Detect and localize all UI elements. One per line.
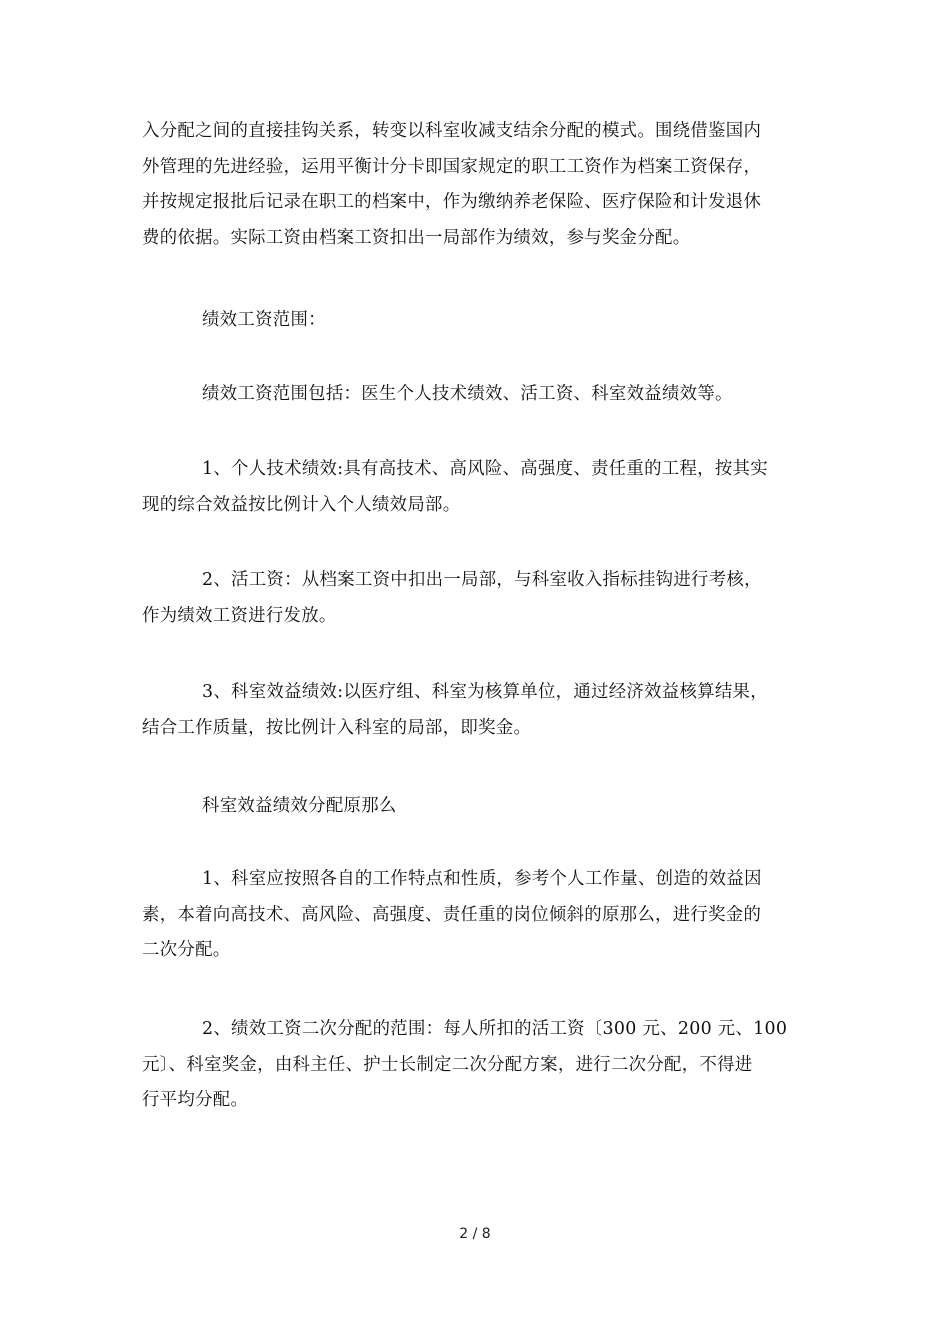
section-heading-principles (142, 789, 812, 825)
heading-line: 绩效工资范围： (202, 310, 326, 330)
paragraph-line: 素，本着向高技术、高风险、高强度、责任重的岗位倾斜的原那么，进行奖金的 (142, 904, 762, 925)
section-heading-scope (142, 303, 812, 339)
paragraph-line: 作为绩效工资进行发放。 (142, 605, 337, 626)
paragraph-line: 并按规定报批后记录在职工的档案中，作为缴纳养老保险、医疗保险和计发退休 (142, 192, 762, 212)
paragraph-line: 行平均分配。 (142, 1090, 249, 1110)
page-number: 2 / 8 (459, 1226, 491, 1242)
paragraph-line: 元〕、科室奖金，由科主任、护士长制定二次分配方案，进行二次分配，不得进 (142, 1054, 753, 1075)
paragraph-line: 1、个人技术绩效:具有高技术、高风险、高强度、责任重的工程，按其实 (202, 459, 768, 479)
list-item-principle-2 (142, 1012, 812, 1119)
paragraph-line: 3、科室效益绩效:以医疗组、科室为核算单位，通过经济效益核算结果， (202, 682, 768, 702)
list-item-live-wage (142, 563, 812, 634)
paragraph-line: 现的综合效益按比例计入个人绩效局部。 (142, 494, 461, 515)
paragraph-continuation (142, 114, 812, 256)
paragraph-line: 绩效工资范围包括：医生个人技术绩效、活工资、科室效益绩效等。 (202, 384, 733, 404)
list-item-principle-1 (142, 862, 812, 969)
paragraph-line: 1、科室应按照各自的工作特点和性质，参考个人工作量、创造的效益因 (202, 869, 762, 889)
paragraph-line: 外管理的先进经验，运用平衡计分卡即国家规定的职工工资作为档案工资保存， (142, 156, 762, 177)
paragraph-line: 费的依据。实际工资由档案工资扣出一局部作为绩效，参与奖金分配。 (142, 227, 691, 248)
paragraph-line: 入分配之间的直接挂钩关系，转变以科室收减支结余分配的模式。围绕借鉴国内 (142, 121, 762, 141)
paragraph-line: 二次分配。 (142, 940, 231, 960)
paragraph-line: 2、活工资：从档案工资中扣出一局部，与科室收入指标挂钩进行考核， (202, 570, 762, 590)
paragraph-line: 2、绩效工资二次分配的范围：每人所扣的活工资〔300 元、200 元、100 (202, 1019, 788, 1039)
paragraph-line: 结合工作质量，按比例计入科室的局部，即奖金。 (142, 717, 532, 738)
paragraph-scope-summary (142, 377, 812, 413)
list-item-department-performance (142, 675, 812, 746)
list-item-technical-performance (142, 452, 812, 523)
heading-line: 科室效益绩效分配原那么 (202, 796, 397, 816)
